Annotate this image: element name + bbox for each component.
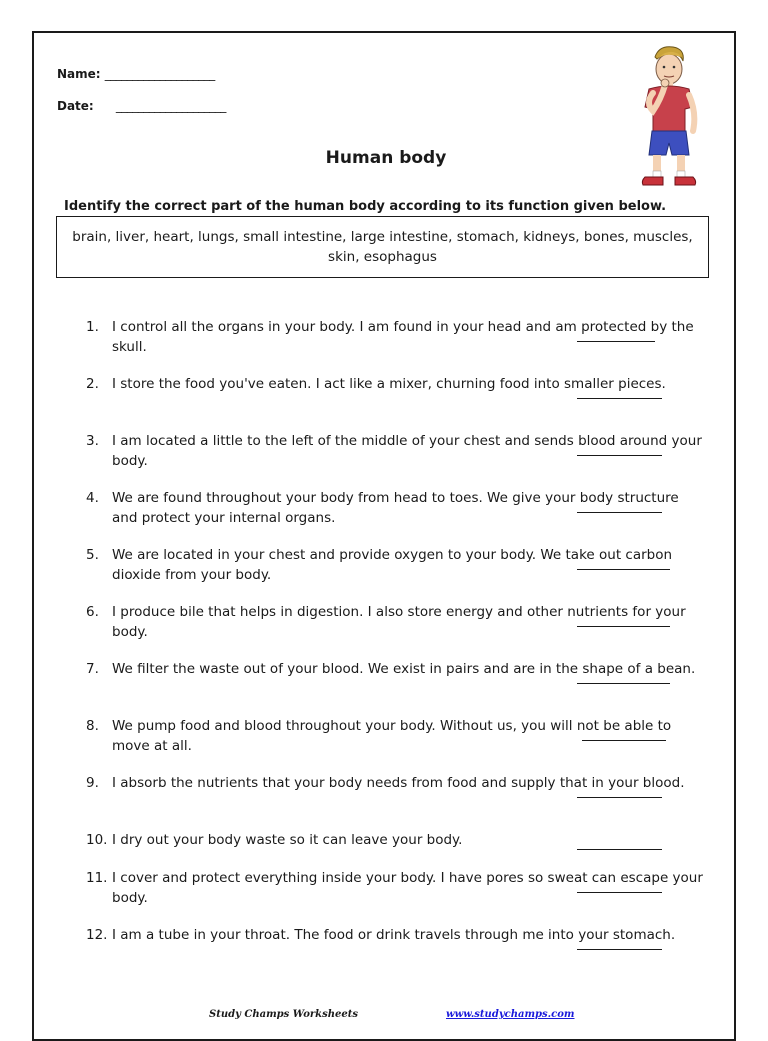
answer-blank[interactable] xyxy=(577,949,662,950)
answer-blank[interactable] xyxy=(577,398,662,399)
footer-link[interactable]: www.studychamps.com xyxy=(446,1009,575,1020)
question-number: 9. xyxy=(86,775,99,791)
name-label: Name: xyxy=(57,67,101,81)
answer-blank[interactable] xyxy=(582,740,666,741)
boy-illustration xyxy=(619,43,719,193)
question-number: 2. xyxy=(86,376,99,392)
answer-blank[interactable] xyxy=(577,455,662,456)
question-number: 8. xyxy=(86,718,99,734)
question-text: I produce bile that helps in digestion. I also store energy and other nutrients for your body. xyxy=(112,604,686,640)
answer-blank[interactable] xyxy=(577,341,655,342)
answer-blank[interactable] xyxy=(577,512,662,513)
question-text: We pump food and blood throughout your body. Without us, you will not be able to move at all. xyxy=(112,718,672,754)
question-text: I control all the organs in your body. I am found in your head and am protected by the skull. xyxy=(112,319,694,355)
answer-blank[interactable] xyxy=(577,626,670,627)
question-number: 3. xyxy=(86,433,99,449)
worksheet-page xyxy=(32,31,736,1041)
question-text: I store the food you've eaten. I act like a mixer, churning food into smaller pieces. xyxy=(112,376,666,392)
answer-blank[interactable] xyxy=(577,569,670,570)
question-text: We filter the waste out of your blood. We exist in pairs and are in the shape of a bean. xyxy=(112,661,696,677)
page-title: Human body xyxy=(325,148,447,168)
name-line[interactable]: ____________________ xyxy=(104,67,215,81)
date-label: Date: xyxy=(57,99,94,113)
answer-blank[interactable] xyxy=(577,683,670,684)
question-number: 5. xyxy=(86,547,99,563)
answer-blank[interactable] xyxy=(577,797,662,798)
question-number: 12. xyxy=(86,927,108,943)
name-field[interactable] xyxy=(57,67,215,81)
date-field[interactable] xyxy=(57,99,226,113)
instructions: Identify the correct part of the human body according to its function given below. xyxy=(64,199,667,214)
question-text: We are found throughout your body from head to toes. We give your body structure and protect your internal organs. xyxy=(112,490,679,526)
word-bank xyxy=(56,216,709,278)
question-number: 11. xyxy=(86,870,108,886)
answer-blank[interactable] xyxy=(577,892,662,893)
date-line[interactable]: ____________________ xyxy=(115,99,226,113)
question-text: I absorb the nutrients that your body needs from food and supply that in your blood. xyxy=(112,775,685,791)
question-number: 10. xyxy=(86,832,108,848)
question-text: I am located a little to the left of the middle of your chest and sends blood around your body. xyxy=(112,433,702,469)
question-number: 6. xyxy=(86,604,99,620)
question-text: I cover and protect everything inside your body. I have pores so sweat can escape your body. xyxy=(112,870,703,906)
footer-credit: Study Champs Worksheets xyxy=(209,1009,358,1020)
question-number: 4. xyxy=(86,490,99,506)
word-bank-text: brain, liver, heart, lungs, small intestine, large intestine, stomach, kidneys, bones, muscles, skin, esophagus xyxy=(72,229,693,265)
question-text: I dry out your body waste so it can leave your body. xyxy=(112,832,463,848)
question-number: 7. xyxy=(86,661,99,677)
question-text: We are located in your chest and provide oxygen to your body. We take out carbon dioxide from your body. xyxy=(112,547,673,583)
question-number: 1. xyxy=(86,319,99,335)
answer-blank[interactable] xyxy=(577,849,662,850)
question-text: I am a tube in your throat. The food or drink travels through me into your stomach. xyxy=(112,927,676,943)
